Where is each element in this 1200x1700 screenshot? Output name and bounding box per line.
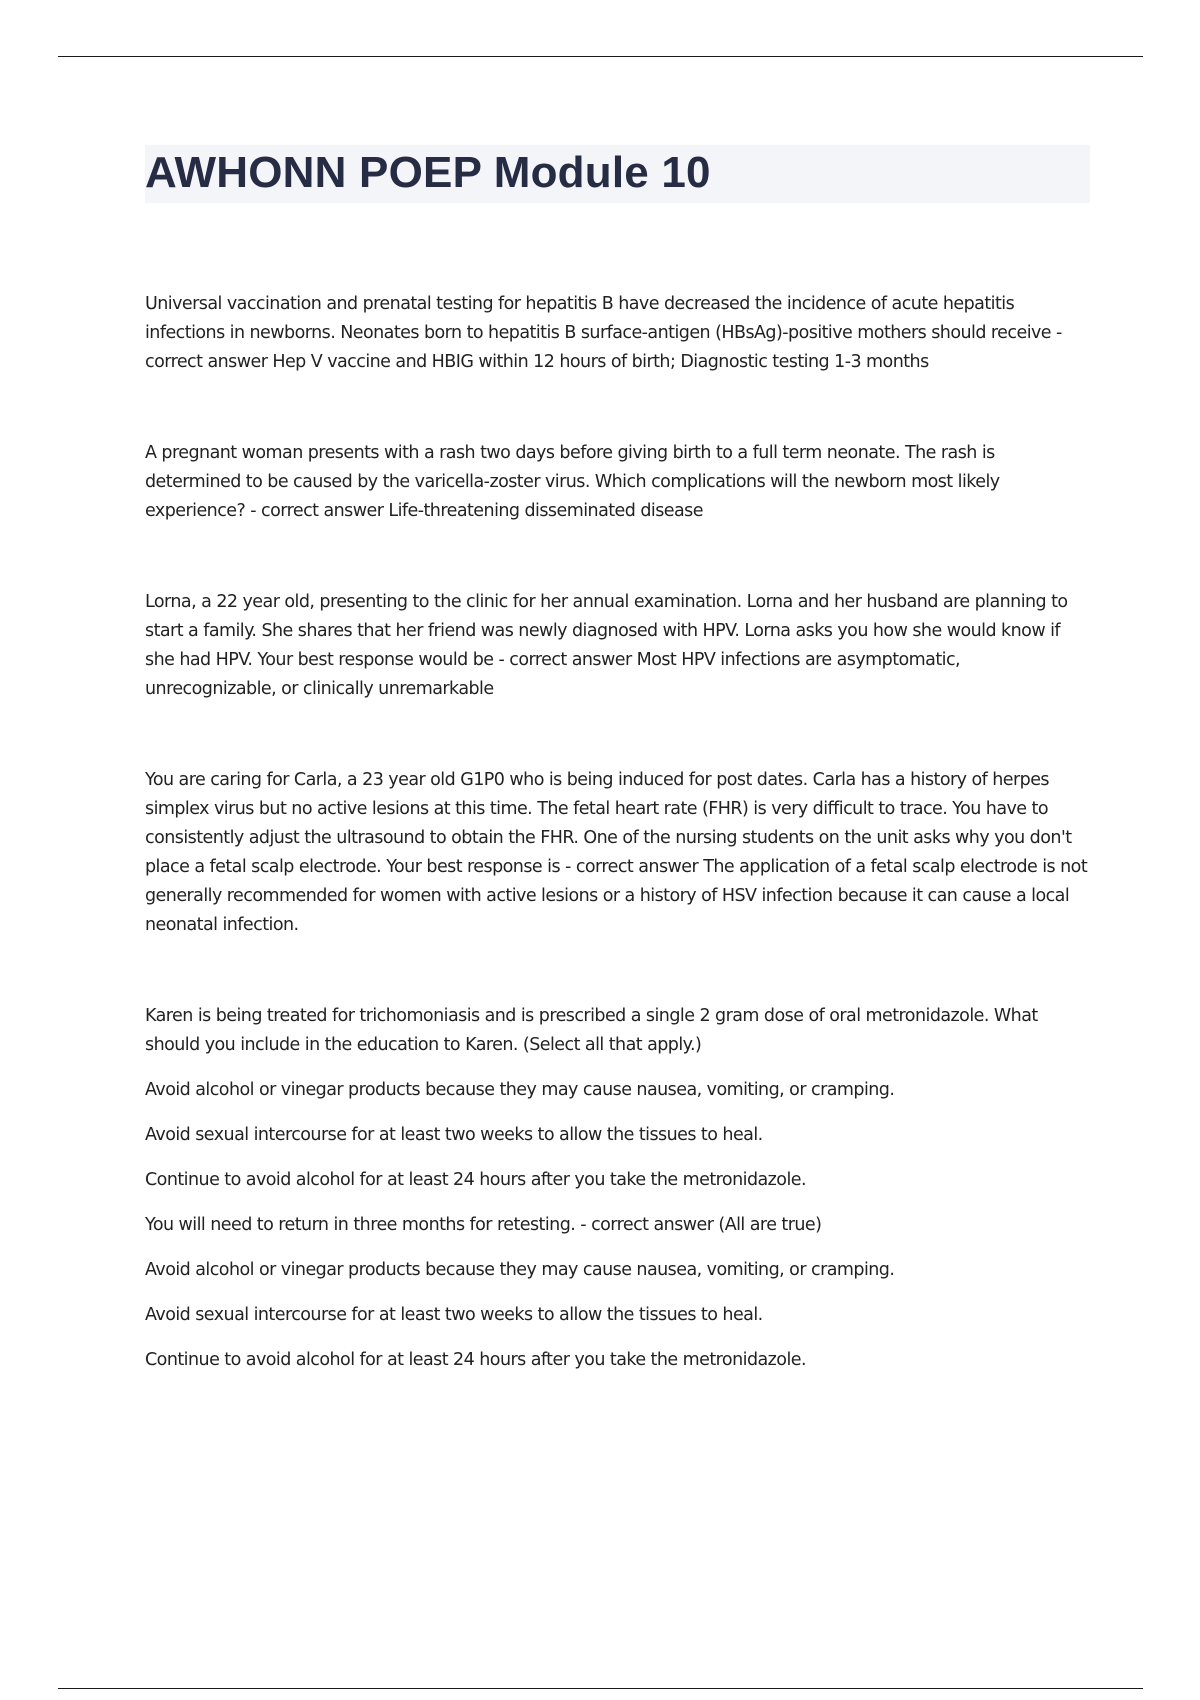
education-line: Continue to avoid alcohol for at least 24 hours after you take the metronidazole. [145, 1350, 807, 1370]
question-text: You are caring for Carla, a 23 year old G1P0 who is being induced for post dates. Carla has a history of herpes simplex virus but no active lesions at this time. The fetal heart rate (FHR) is very difficult to trace. You have to consistently adjust the ultrasound to obtain the FHR. One of the nursing students on the unit asks why you don't place a fetal scalp electrode. Your best response is [145, 770, 1072, 877]
qa-item [145, 588, 1090, 704]
page-title: AWHONN POEP Module 10 [145, 148, 711, 197]
education-line-answer: You will need to return in three months for retesting. - correct answer (All are true) [145, 1215, 822, 1235]
education-line: Avoid alcohol or vinegar products because they may cause nausea, vomiting, or cramping. [145, 1260, 895, 1280]
top-rule [58, 56, 1143, 57]
question-text: Lorna, a 22 year old, presenting to the clinic for her annual examination. Lorna and her husband are planning to start a family. She shares that her friend was newly diagnosed with HPV. Lorna asks you how she would know if she had HPV. Your best response would be [145, 592, 1068, 670]
education-line: Avoid sexual intercourse for at least two weeks to allow the tissues to heal. [145, 1305, 763, 1325]
question-text: A pregnant woman presents with a rash two days before giving birth to a full term neonate. The rash is determined to be caused by the varicella-zoster virus. Which complications will the newborn most likely experience? [145, 443, 1000, 521]
answer-text: The application of a fetal scalp electrode is not generally recommended for women with active lesions or a history of HSV infection because it can cause a local neonatal infection. [145, 857, 1088, 935]
question-text: Universal vaccination and prenatal testing for hepatitis B have decreased the incidence of acute hepatitis infections in newborns. Neonates born to hepatitis B surface-antigen (HBsAg)-positive mothers should receive [145, 294, 1052, 343]
answer-separator: - correct answer [145, 323, 1062, 372]
answer-text: Life-threatening disseminated disease [388, 501, 703, 521]
question-text: Karen is being treated for trichomoniasis and is prescribed a single 2 gram dose of oral metronidazole. What should you include in the education to Karen. (Select all that apply.) [145, 1006, 1038, 1055]
answer-text: Hep V vaccine and HBIG within 12 hours of birth; Diagnostic testing 1-3 months [272, 352, 929, 372]
bottom-rule [58, 1688, 1143, 1689]
answer-separator: - correct answer [245, 501, 389, 521]
qa-item [145, 439, 1090, 526]
answer-separator: - correct answer [560, 857, 704, 877]
document-body [145, 290, 1090, 1391]
qa-item [145, 290, 1090, 377]
answer-text: Most HPV infections are asymptomatic, unrecognizable, or clinically unremarkable [145, 650, 961, 699]
qa-item [145, 766, 1090, 940]
education-line: Continue to avoid alcohol for at least 24 hours after you take the metronidazole. [145, 1170, 807, 1190]
answer-separator: - correct answer [493, 650, 637, 670]
education-line: Avoid sexual intercourse for at least two weeks to allow the tissues to heal. [145, 1125, 763, 1145]
education-line: Avoid alcohol or vinegar products because they may cause nausea, vomiting, or cramping. [145, 1080, 895, 1100]
